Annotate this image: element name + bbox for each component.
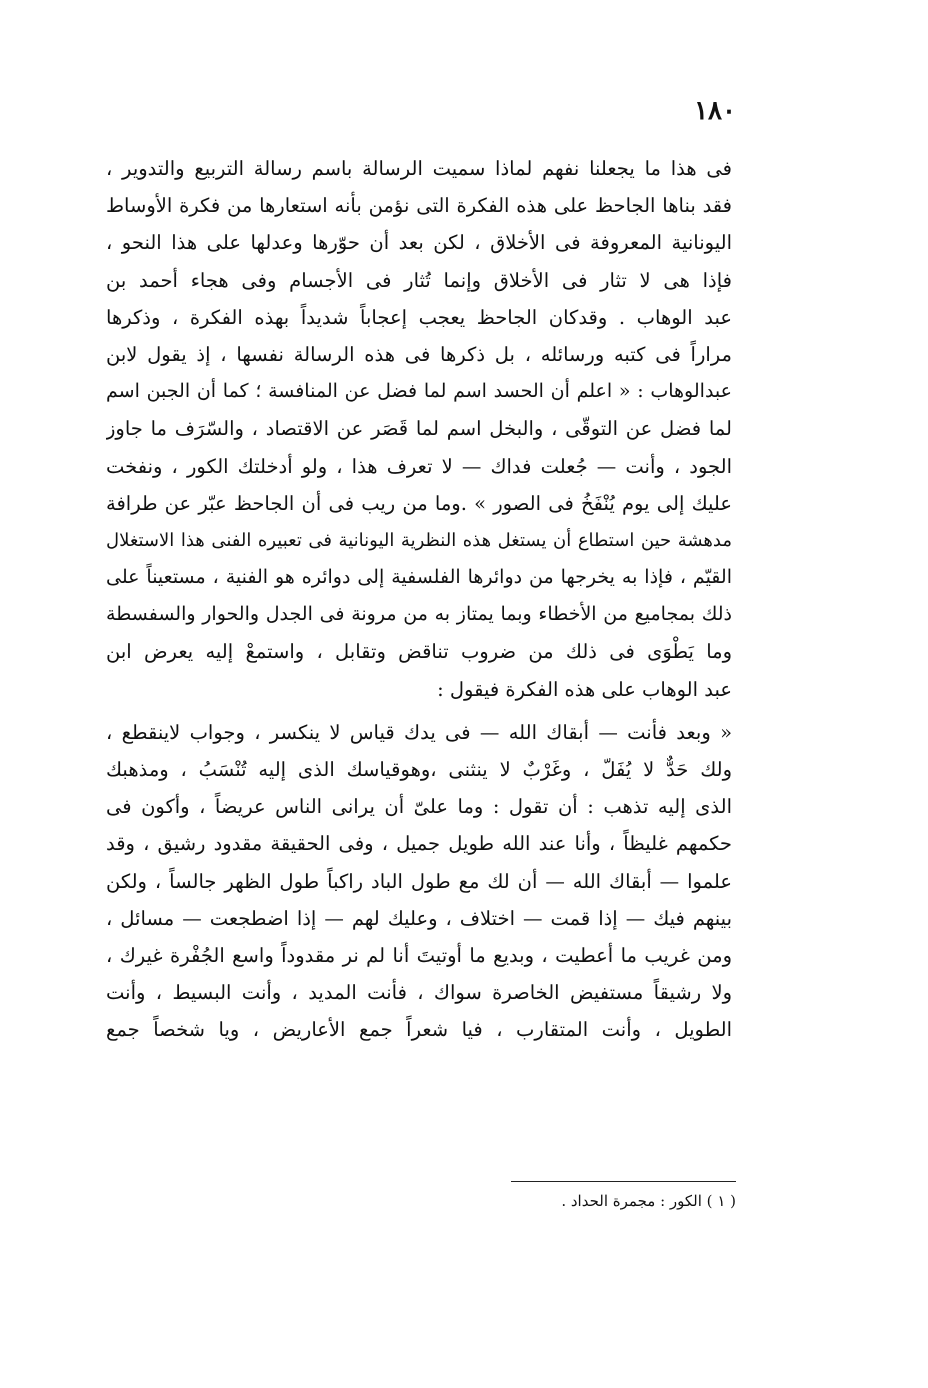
body-text: [106, 150, 732, 1049]
text-line: ولك حَدٌّ لا يُفَلّ ، وغَرْبٌ لا ينثنى ،وهوقياسك الذى إليه تُنْسَبُ ، ومذهبك: [106, 758, 732, 781]
text-line: مدهشة حين استطاع أن يستغل هذه النظرية اليونانية فى تعبيره الفنى هذا الاستغلال: [106, 529, 732, 551]
text-line: الطويل ، وأنت المتقارب ، فيا شعراً جمع الأعاريض ، ويا شخصاً جمع: [106, 1018, 732, 1042]
text-line: عبد الوهاب على هذه الفكرة فيقول :: [437, 677, 732, 701]
text-line: عليك إلى يوم يُنْفَخُ فى الصور » .وما من ريب فى أن الجاحظ عبّر عن طرافة: [106, 491, 732, 515]
text-line: فقد بناها الجاحظ على هذه الفكرة التى نؤمن بأنه استعارها من فكرة الأوساط: [106, 194, 732, 218]
footnote-divider: [511, 1181, 736, 1182]
text-line: عبد الوهاب . وقدكان الجاحظ يعجب إعجاباً شديداً بهذه الفكرة ، وذكرها: [106, 305, 732, 329]
text-line: وما يَطْوَى فى ذلك من ضروب تناقض وتقابل ، واستمعْ إليه يعرض ابن: [106, 640, 732, 664]
text-line: اليونانية المعروفة فى الأخلاق ، لكن بعد أن حوّرها وعدلها على هذا النحو ،: [106, 231, 732, 255]
text-line: القيّم ، فإذا به يخرجها من دوائرها الفلسفية إلى دوائره هو الفنية ، مستعيناً على: [106, 566, 732, 589]
text-line: فى هذا ما يجعلنا نفهم لماذا سميت الرسالة باسم رسالة التربيع والتدوير ،: [106, 157, 732, 180]
text-line: الذى إليه تذهب : أن تقول : وما علىّ أن يرانى الناس عريضاً ، وأكون فى: [106, 795, 732, 819]
text-line: « وبعد فأنت — أبقاك الله — فى يدك قياس لا ينكسر ، وجواب لاينقطع ،: [106, 720, 732, 744]
text-line: ذلك بمجاميع من الأخطاء وبما يمتاز به من مرونة فى الجدل والحوار والسفسطة: [106, 603, 732, 626]
paragraph: [106, 714, 732, 1049]
text-line: بينهم فيك — إذا قمت — اختلاف ، وعليك لهم — إذا اضطجعت — مسائل ،: [106, 906, 732, 930]
text-line: لما فضل عن التوقّى ، والبخل اسم لما قَصَر عن الاقتصاد ، والسّرَف ما جاوز: [106, 417, 732, 441]
text-line: الجود ، وأنت — جُعلت فداك — لا تعرف هذا ، ولو أدخلتك الكور ، ونفخت: [106, 454, 732, 478]
text-line: حكمهم غليظاً ، وأنا عند الله طويل جميل ، وفى الحقيقة مقدود رشيق ، وقد: [106, 832, 732, 856]
text-line: فإذا هى لا تثار فى الأخلاق وإنما تُثار فى الأجسام وفى هجاء أحمد بن: [106, 268, 732, 292]
text-line: علموا — أبقاك الله — أن لك مع طول الباد راكباً طول الظهر جالساً ، ولكن: [106, 869, 732, 893]
text-line: ومن غريب ما أعطيت ، وبديع ما أوتيتَ أنا لم نر مقدوداً واسع الجُفْرة غيرك ،: [106, 943, 732, 967]
paragraph: [106, 150, 732, 708]
text-line: ولا رشيقاً مستفيض الخاصرة سواك ، فأنت المديد ، وأنت البسيط ، وأنت: [106, 981, 732, 1005]
text-line: عبدالوهاب : « اعلم أن الحسد اسم لما فضل عن المنافسة ؛ كما أن الجبن اسم: [106, 380, 732, 403]
text-line: مراراً فى كتبه ورسائله ، بل ذكرها فى هذه الرسالة نفسها ، إذ يقول لابن: [106, 342, 732, 366]
page-number: ١٨٠: [694, 96, 736, 126]
footnote: ( ١ ) الكور : مجمرة الحداد .: [561, 1192, 736, 1210]
